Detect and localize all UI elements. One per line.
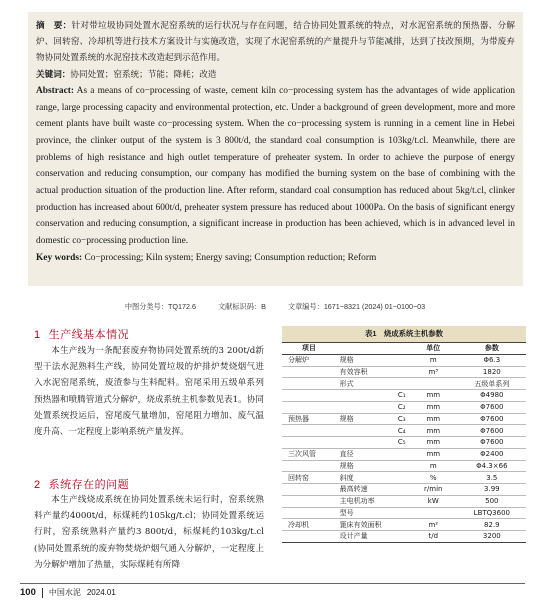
keywords-cn-label: 关键词： xyxy=(36,69,71,80)
cell-item: 设计产量 xyxy=(336,531,395,543)
page-number: 100 xyxy=(20,587,36,598)
cell-value: Φ7600 xyxy=(458,401,526,413)
abstract-cn-text: 针对带垃圾协同处置水泥窑系统的运行状况与存在问题，结合协同处置系统的特点，对水泥窑系统的预热器、分解炉、回转窑、冷却机等进行技术方案设计与实施改造，实现了水泥窑系统的产量提升与节能减排，达到了技改预期，为带废弃物协同处置系统的水泥窑技术改造起到示范作用。 xyxy=(36,21,515,64)
cell-value: 500 xyxy=(458,495,526,507)
table-row xyxy=(282,484,526,496)
table-row xyxy=(282,354,526,366)
cell-item: 规格 xyxy=(336,413,395,425)
cell-item: 规格 xyxy=(336,460,395,472)
cell-sub xyxy=(395,507,409,519)
section-2-heading xyxy=(34,476,129,492)
cell-unit xyxy=(409,507,458,519)
section-1-body: 本生产线为一条配套废弃物协同处置系统的3 200t/d新型干法水泥熟料生产线，协同处置垃圾的炉排炉焚烧烟气进入水泥窑尾系统，废渣参与生料配料。窑尾采用五级单系列预热器和喷腾管道式分解炉，烧成系统主机参数见表1。协同处置系统投运后，窑尾废气量增加，窑尾阻力增加、废气温度升高、一定程度上影响系统产量发挥。 xyxy=(34,346,264,438)
keywords-cn-text: 协同处置；窑系统；节能；降耗；改造 xyxy=(70,69,217,80)
table-row xyxy=(282,401,526,413)
cell-item xyxy=(336,401,395,413)
abstract-cn-label: 摘 要： xyxy=(36,21,72,31)
cell-group: 冷却机 xyxy=(282,519,336,531)
cell-value: 3.99 xyxy=(458,484,526,496)
cell-sub xyxy=(395,484,409,496)
footer-divider xyxy=(42,588,43,598)
cell-group xyxy=(282,378,336,390)
cell-item: 型号 xyxy=(336,507,395,519)
cell-unit: mm xyxy=(409,448,458,460)
cell-sub: C₁ xyxy=(395,390,409,402)
header-value: 参数 xyxy=(458,343,526,355)
cell-item: 形式 xyxy=(336,378,395,390)
cell-sub: C₂ xyxy=(395,401,409,413)
cell-value: Φ4980 xyxy=(458,390,526,402)
cell-value: 3.5 xyxy=(458,472,526,484)
table-grid xyxy=(282,342,526,543)
cell-item: 主电机功率 xyxy=(336,495,395,507)
journal-issue: 2024.01 xyxy=(86,588,116,597)
abstract-box xyxy=(28,12,523,286)
table-row xyxy=(282,425,526,437)
cell-value: 五级单系列 xyxy=(458,378,526,390)
table-header-row xyxy=(282,343,526,355)
journal-name: 中国水泥 xyxy=(48,588,81,597)
cell-sub xyxy=(395,531,409,543)
cell-sub xyxy=(395,354,409,366)
cell-sub xyxy=(395,378,409,390)
table-row xyxy=(282,472,526,484)
cell-unit: mm xyxy=(409,425,458,437)
keywords-en-text: Co−processing; Kiln system; Energy saving; Consumption reduction; Reform xyxy=(82,252,377,263)
cell-item: 规格 xyxy=(336,354,395,366)
cell-group xyxy=(282,366,336,378)
doc-code: 文献标识码：B xyxy=(217,302,266,311)
cell-value: Φ7600 xyxy=(458,437,526,449)
cell-group xyxy=(282,507,336,519)
cell-unit: t/d xyxy=(409,531,458,543)
cell-sub xyxy=(395,519,409,531)
cell-value: 3200 xyxy=(458,531,526,543)
table-row xyxy=(282,519,526,531)
cell-group xyxy=(282,425,336,437)
cell-unit: m² xyxy=(409,519,458,531)
cell-item: 篦床有效面积 xyxy=(336,519,395,531)
cell-sub: C₃ xyxy=(395,413,409,425)
article-meta xyxy=(40,302,510,312)
table-row xyxy=(282,437,526,449)
cell-group xyxy=(282,460,336,472)
table-row xyxy=(282,495,526,507)
keywords-en-label: Key words: xyxy=(36,252,83,263)
cell-sub xyxy=(395,495,409,507)
cell-sub: C₅ xyxy=(395,437,409,449)
cell-value: Φ4.3×66 xyxy=(458,460,526,472)
cell-group: 三次风管 xyxy=(282,448,336,460)
cell-unit: kW xyxy=(409,495,458,507)
cell-sub xyxy=(395,366,409,378)
article-number: 文章编号：1671−8321 (2024) 01−0100−03 xyxy=(287,302,426,311)
section-1-heading xyxy=(34,326,129,342)
cell-group: 分解炉 xyxy=(282,354,336,366)
table-row xyxy=(282,366,526,378)
cell-sub: C₄ xyxy=(395,425,409,437)
abstract-cn xyxy=(36,18,515,67)
cell-value: Φ2400 xyxy=(458,448,526,460)
cell-item xyxy=(336,437,395,449)
header-item: 项目 xyxy=(282,343,336,355)
table-row xyxy=(282,507,526,519)
cell-unit: m xyxy=(409,460,458,472)
cell-unit: m³ xyxy=(409,366,458,378)
cell-value: Φ7600 xyxy=(458,413,526,425)
cell-unit: mm xyxy=(409,437,458,449)
table-row xyxy=(282,460,526,472)
header-unit: 单位 xyxy=(409,343,458,355)
cell-group: 预热器 xyxy=(282,413,336,425)
table-row xyxy=(282,448,526,460)
page-footer xyxy=(20,583,525,601)
cell-group xyxy=(282,437,336,449)
abstract-en-text: As a means of co−processing of waste, cement kiln co−processing system has the advantages of wide application range, large processing capacity and environmental protection, etc. Under a background of green development, more and more cement plants have built waste co−processing system. When the co−processing system is running in a cement line in Hebei province, the clinker output of the system is 3 800t/d, the standard coal consumption is 103kg/t.cl. Meanwhile, there are problems of high resistance and high outlet temperature of preheater system. In order to achieve the purpose of energy conservation and reducing consumption, our company has modified the burning system on the base of combining with the actual production situation of the production line. After reform, standard coal consumption has reduced about 5kg/t.cl, clinker production has increased about 600t/d, preheater system pressure has reduced about 1000Pa. On the basis of significant energy conservation and reducing consumption, a significant increase in production has been achieved, which is in advanced level in domestic co−processing production line. xyxy=(36,85,515,247)
cell-value: 1820 xyxy=(458,366,526,378)
cell-group xyxy=(282,401,336,413)
cell-group xyxy=(282,484,336,496)
table-title: 表1 烧成系统主机参数 xyxy=(282,326,526,342)
cell-unit: mm xyxy=(409,401,458,413)
abstract-en-label: Abstract: xyxy=(36,85,75,96)
abstract-en xyxy=(36,83,515,250)
cell-value: Φ7600 xyxy=(458,425,526,437)
cell-item: 斜度 xyxy=(336,472,395,484)
section-2-number: 2 xyxy=(34,479,41,491)
keywords-en xyxy=(36,250,515,267)
cell-item: 最高转速 xyxy=(336,484,395,496)
cell-item xyxy=(336,425,395,437)
cell-item: 直径 xyxy=(336,448,395,460)
cell-value: LBTQ3600 xyxy=(458,507,526,519)
section-1-title: 生产线基本情况 xyxy=(48,329,130,341)
clc-number: 中图分类号：TQ172.6 xyxy=(124,302,196,311)
keywords-cn xyxy=(36,67,515,83)
table-body xyxy=(282,354,526,542)
cell-group: 回转窑 xyxy=(282,472,336,484)
cell-unit xyxy=(409,378,458,390)
cell-group xyxy=(282,390,336,402)
cell-value: 82.9 xyxy=(458,519,526,531)
cell-sub xyxy=(395,460,409,472)
cell-unit: m xyxy=(409,354,458,366)
table-row xyxy=(282,531,526,543)
section-2-title: 系统存在的问题 xyxy=(48,479,130,491)
parameter-table xyxy=(282,326,526,543)
cell-group xyxy=(282,495,336,507)
table-row xyxy=(282,378,526,390)
header-sub xyxy=(336,343,409,355)
table-row xyxy=(282,390,526,402)
cell-sub xyxy=(395,448,409,460)
cell-item: 有效容积 xyxy=(336,366,395,378)
cell-unit: % xyxy=(409,472,458,484)
cell-unit: r/min xyxy=(409,484,458,496)
cell-value: Φ6.3 xyxy=(458,354,526,366)
cell-sub xyxy=(395,472,409,484)
section-1-number: 1 xyxy=(34,329,41,341)
cell-unit: mm xyxy=(409,390,458,402)
table-row xyxy=(282,413,526,425)
cell-unit: mm xyxy=(409,413,458,425)
section-2-body: 本生产线烧成系统在协同处置系统未运行时，窑系统熟料产量约4000t/d，标煤耗约105kg/t.cl；协同处置系统运行时，窑系统熟料产量约3 800t/d，标煤耗约103kg/t.cl (协同处置系统的废弃物焚烧炉烟气通入分解炉，一定程度上为分解炉增加了热量，实际煤耗有所降 xyxy=(34,495,264,570)
cell-group xyxy=(282,531,336,543)
cell-item xyxy=(336,390,395,402)
